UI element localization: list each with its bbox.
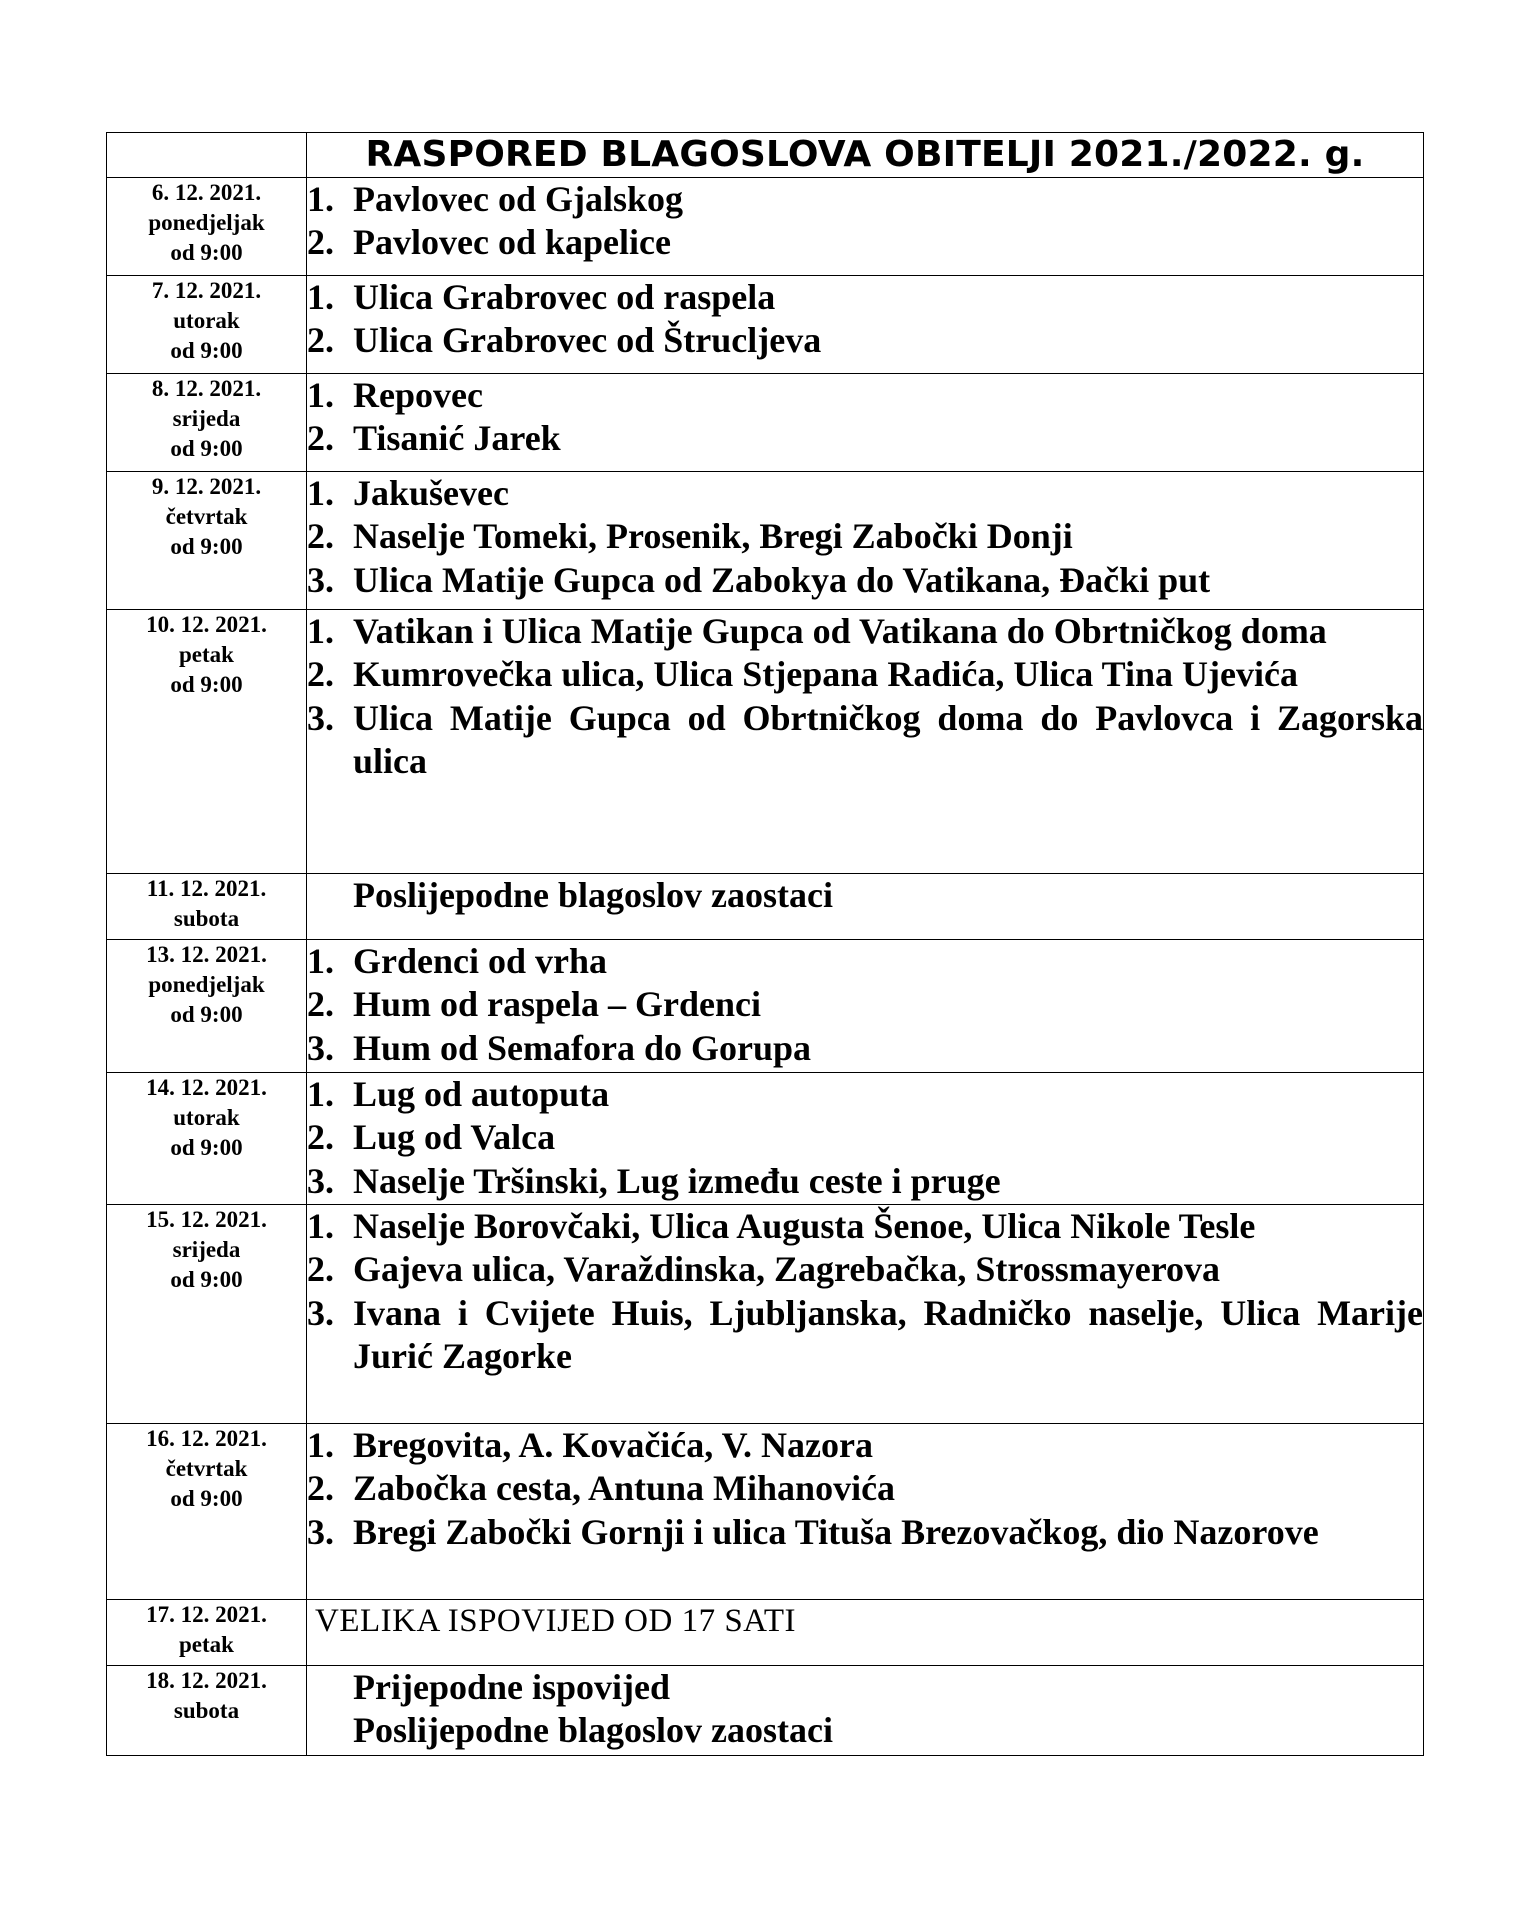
schedule-table xyxy=(106,132,1424,1756)
schedule-row xyxy=(107,939,1424,1072)
item-number: 1. xyxy=(307,1424,334,1465)
weekday-text: ponedjeljak xyxy=(148,209,265,235)
date-text: 18. 12. 2021. xyxy=(146,1667,267,1693)
date-text: 14. 12. 2021. xyxy=(146,1074,267,1100)
location-item xyxy=(307,319,1423,363)
location-text: Gajeva ulica, Varaždinska, Zagrebačka, Strossmayerova xyxy=(353,1249,1221,1289)
locations-list xyxy=(307,1205,1423,1379)
date-cell xyxy=(107,471,307,609)
time-text: od 9:00 xyxy=(170,435,243,461)
location-item xyxy=(307,515,1423,559)
note-text: Poslijepodne blagoslov zaostaci xyxy=(353,1710,834,1750)
date-text: 16. 12. 2021. xyxy=(146,1425,267,1451)
location-item xyxy=(307,1116,1423,1160)
location-text: Jakuševec xyxy=(353,472,509,513)
location-text: Lug od autoputa xyxy=(353,1073,610,1114)
item-number: 1. xyxy=(307,610,334,651)
location-item xyxy=(307,1292,1423,1379)
schedule-row xyxy=(107,177,1424,275)
date-cell xyxy=(107,1599,307,1665)
weekday-text: utorak xyxy=(173,1104,240,1130)
date-cell xyxy=(107,1204,307,1423)
date-text: 9. 12. 2021. xyxy=(151,473,262,499)
location-text: Bregovita, A. Kovačića, V. Nazora xyxy=(353,1424,873,1465)
location-text: Hum od Semafora do Gorupa xyxy=(353,1027,812,1068)
date-cell xyxy=(107,939,307,1072)
item-number: 2. xyxy=(307,516,334,556)
location-text: Vatikan i Ulica Matije Gupca od Vatikana do Obrtničkog doma xyxy=(353,610,1327,651)
location-text: Naselje Tomeki, Prosenik, Bregi Zabočki Donji xyxy=(353,516,1073,556)
location-text: Ivana i Cvijete Huis, Ljubljanska, Radničko naselje, Ulica Marije Jurić Zagorke xyxy=(353,1292,1423,1376)
item-number: 2. xyxy=(307,320,334,360)
item-number: 2. xyxy=(307,984,334,1024)
note-text: Prijepodne ispovijed xyxy=(353,1666,671,1707)
item-number: 2. xyxy=(307,222,334,262)
schedule-row xyxy=(107,1423,1424,1599)
location-item xyxy=(307,1160,1423,1204)
location-item xyxy=(307,1467,1423,1511)
item-number: 3. xyxy=(307,559,334,600)
date-text: 6. 12. 2021. xyxy=(151,179,262,205)
time-text: od 9:00 xyxy=(170,337,243,363)
item-number: 2. xyxy=(307,1117,334,1157)
weekday-text: četvrtak xyxy=(165,1455,248,1481)
location-item xyxy=(307,178,1423,222)
location-text: Ulica Grabrovec od Štrucljeva xyxy=(353,320,822,360)
title-empty-cell xyxy=(107,133,307,178)
location-item xyxy=(307,276,1423,320)
weekday-text: srijeda xyxy=(172,405,241,431)
locations-cell xyxy=(307,373,1424,471)
locations-list xyxy=(307,610,1423,784)
location-text: Lug od Valca xyxy=(353,1117,556,1157)
locations-cell xyxy=(307,275,1424,373)
time-text: od 9:00 xyxy=(170,1485,243,1511)
locations-cell xyxy=(307,873,1424,939)
locations-cell xyxy=(307,1204,1424,1423)
locations-list xyxy=(307,276,1423,363)
date-cell xyxy=(107,1423,307,1599)
item-number: 3. xyxy=(307,1292,334,1333)
location-item xyxy=(307,610,1423,654)
date-cell xyxy=(107,177,307,275)
location-text: Repovec xyxy=(353,374,483,415)
location-item xyxy=(307,559,1423,603)
locations-list xyxy=(307,1424,1423,1555)
item-number: 3. xyxy=(307,1160,334,1201)
date-cell xyxy=(107,609,307,873)
date-cell xyxy=(107,275,307,373)
weekday-text: subota xyxy=(173,1697,240,1723)
item-number: 1. xyxy=(307,1073,334,1114)
location-text: Hum od raspela – Grdenci xyxy=(353,984,762,1024)
location-item xyxy=(307,472,1423,516)
locations-cell xyxy=(307,471,1424,609)
location-item xyxy=(307,1027,1423,1071)
time-text: od 9:00 xyxy=(170,1001,243,1027)
time-text: od 9:00 xyxy=(170,239,243,265)
item-number: 2. xyxy=(307,1249,334,1289)
item-number: 3. xyxy=(307,1027,334,1068)
item-number: 1. xyxy=(307,472,334,513)
item-number: 1. xyxy=(307,178,334,219)
schedule-row xyxy=(107,1599,1424,1665)
item-number: 2. xyxy=(307,1468,334,1508)
location-text: Pavlovec od kapelice xyxy=(353,222,671,262)
locations-cell xyxy=(307,1665,1424,1755)
locations-cell xyxy=(307,1423,1424,1599)
time-text: od 9:00 xyxy=(170,1266,243,1292)
schedule-row xyxy=(107,1204,1424,1423)
locations-list xyxy=(307,940,1423,1071)
location-text: Pavlovec od Gjalskog xyxy=(353,178,683,219)
locations-cell xyxy=(307,1072,1424,1204)
item-number: 3. xyxy=(307,697,334,738)
title-row xyxy=(107,133,1424,178)
locations-cell xyxy=(307,939,1424,1072)
schedule-row xyxy=(107,1072,1424,1204)
date-cell xyxy=(107,873,307,939)
location-text: Kumrovečka ulica, Ulica Stjepana Radića, Ulica Tina Ujevića xyxy=(353,654,1298,694)
location-item xyxy=(307,940,1423,984)
time-text: od 9:00 xyxy=(170,1134,243,1160)
location-item xyxy=(307,374,1423,418)
item-number: 2. xyxy=(307,418,334,458)
location-text: Ulica Matije Gupca od Zabokya do Vatikana, Đački put xyxy=(353,559,1211,600)
date-text: 15. 12. 2021. xyxy=(146,1206,267,1232)
location-text: Tisanić Jarek xyxy=(353,418,561,458)
location-text: Naselje Borovčaki, Ulica Augusta Šenoe, Ulica Nikole Tesle xyxy=(353,1205,1256,1246)
time-text: od 9:00 xyxy=(170,533,243,559)
date-text: 11. 12. 2021. xyxy=(146,875,267,901)
location-text: Ulica Grabrovec od raspela xyxy=(353,276,776,317)
item-number: 1. xyxy=(307,276,334,317)
location-item xyxy=(307,1424,1423,1468)
location-item xyxy=(307,1073,1423,1117)
locations-list xyxy=(307,374,1423,461)
location-text: Zabočka cesta, Antuna Mihanovića xyxy=(353,1468,896,1508)
location-item xyxy=(307,1205,1423,1249)
locations-cell xyxy=(307,1599,1424,1665)
item-number: 2. xyxy=(307,654,334,694)
weekday-text: utorak xyxy=(173,307,240,333)
date-cell xyxy=(107,1665,307,1755)
location-text: Ulica Matije Gupca od Obrtničkog doma do Pavlovca i Zagorska ulica xyxy=(353,697,1423,781)
weekday-text: ponedjeljak xyxy=(148,971,265,997)
schedule-row xyxy=(107,873,1424,939)
item-number: 1. xyxy=(307,1205,334,1246)
weekday-text: petak xyxy=(179,1631,234,1657)
date-text: 13. 12. 2021. xyxy=(146,941,267,967)
location-item xyxy=(307,417,1423,461)
weekday-text: petak xyxy=(179,641,234,667)
location-text: Grdenci od vrha xyxy=(353,940,608,981)
schedule-title: RASPORED BLAGOSLOVA OBITELJI 2021./2022. g. xyxy=(307,133,1424,178)
location-item xyxy=(307,1511,1423,1555)
date-text: 17. 12. 2021. xyxy=(146,1601,267,1627)
schedule-row xyxy=(107,609,1424,873)
note-text: Poslijepodne blagoslov zaostaci xyxy=(353,874,834,915)
locations-list xyxy=(307,178,1423,265)
confession-note: VELIKA ISPOVIJED OD 17 SATI xyxy=(315,1602,796,1639)
location-item xyxy=(307,697,1423,784)
location-item xyxy=(307,983,1423,1027)
date-text: 10. 12. 2021. xyxy=(146,611,267,637)
locations-cell xyxy=(307,609,1424,873)
location-text: Naselje Tršinski, Lug između ceste i pruge xyxy=(353,1160,1001,1201)
location-item xyxy=(307,1248,1423,1292)
item-number: 1. xyxy=(307,940,334,981)
date-text: 8. 12. 2021. xyxy=(151,375,262,401)
locations-cell xyxy=(307,177,1424,275)
weekday-text: četvrtak xyxy=(165,503,248,529)
weekday-text: subota xyxy=(173,905,240,931)
date-cell xyxy=(107,373,307,471)
locations-list xyxy=(307,472,1423,603)
time-text: od 9:00 xyxy=(170,671,243,697)
schedule-row xyxy=(107,1665,1424,1755)
locations-list xyxy=(307,1073,1423,1204)
item-number: 1. xyxy=(307,374,334,415)
location-text: Bregi Zabočki Gornji i ulica Tituša Brezovačkog, dio Nazorove xyxy=(353,1511,1319,1552)
date-cell xyxy=(107,1072,307,1204)
schedule-row xyxy=(107,275,1424,373)
weekday-text: srijeda xyxy=(172,1236,241,1262)
location-item xyxy=(307,221,1423,265)
item-number: 3. xyxy=(307,1511,334,1552)
date-text: 7. 12. 2021. xyxy=(151,277,262,303)
schedule-row xyxy=(107,373,1424,471)
location-item xyxy=(307,653,1423,697)
schedule-row xyxy=(107,471,1424,609)
